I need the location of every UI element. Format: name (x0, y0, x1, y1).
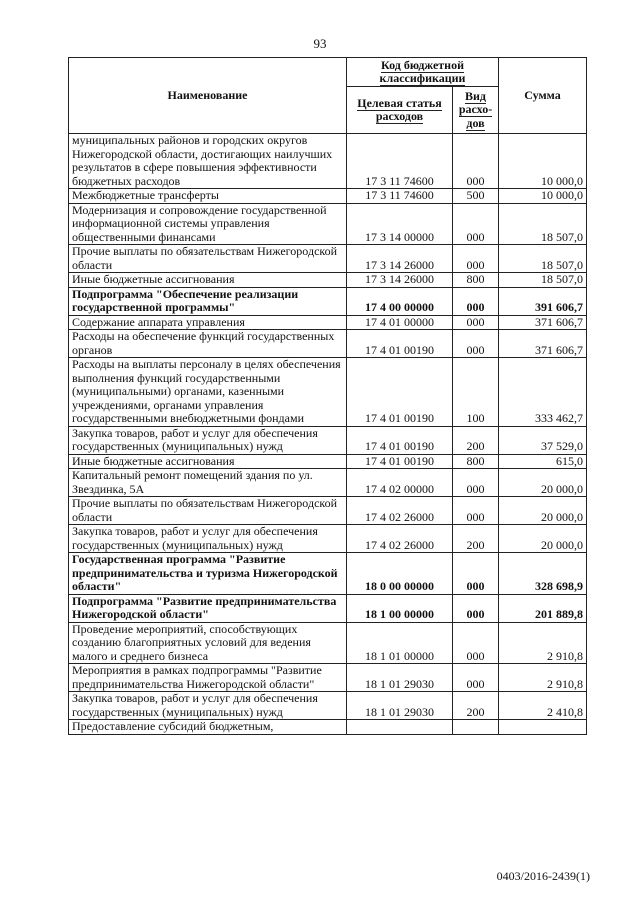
row-expense-type: 000 (453, 553, 499, 595)
row-name: Прочие выплаты по обязательствам Нижегородской области (69, 245, 347, 273)
row-target-article: 17 3 14 00000 (347, 203, 453, 245)
row-sum: 10 000,0 (499, 134, 587, 189)
row-expense-type: 000 (453, 664, 499, 692)
table-row (69, 287, 587, 315)
table-row (69, 315, 587, 330)
row-expense-type: 200 (453, 692, 499, 720)
row-target-article: 18 1 01 29030 (347, 692, 453, 720)
row-expense-type (453, 720, 499, 735)
row-sum (499, 720, 587, 735)
row-target-article: 17 3 14 26000 (347, 273, 453, 288)
row-sum: 371 606,7 (499, 315, 587, 330)
table-row (69, 664, 587, 692)
header-budget-code: Код бюджетной классификации (347, 58, 499, 87)
row-expense-type: 000 (453, 594, 499, 622)
row-target-article: 17 4 01 00190 (347, 454, 453, 469)
table-row (69, 692, 587, 720)
row-sum: 37 529,0 (499, 426, 587, 454)
row-sum: 18 507,0 (499, 273, 587, 288)
table-body (69, 134, 587, 735)
row-sum: 18 507,0 (499, 245, 587, 273)
row-expense-type: 000 (453, 287, 499, 315)
row-expense-type: 000 (453, 245, 499, 273)
row-expense-type: 100 (453, 358, 499, 427)
row-expense-type: 800 (453, 273, 499, 288)
row-sum: 20 000,0 (499, 469, 587, 497)
row-name: Расходы на выплаты персоналу в целях обеспечения выполнения функций государственными (муниципальными) органами, казенными учреждениями, органами управления государственными внебюджетными фондами (69, 358, 347, 427)
row-expense-type: 200 (453, 426, 499, 454)
row-sum: 201 889,8 (499, 594, 587, 622)
header-sum: Сумма (499, 58, 587, 134)
table-row (69, 553, 587, 595)
row-sum: 2 910,8 (499, 622, 587, 664)
table-row (69, 525, 587, 553)
row-name: Государственная программа "Развитие предпринимательства и туризма Нижегородской области" (69, 553, 347, 595)
row-expense-type: 000 (453, 203, 499, 245)
row-name: Модернизация и сопровождение государственной информационной системы управления общественными финансами (69, 203, 347, 245)
row-expense-type: 000 (453, 330, 499, 358)
row-sum: 615,0 (499, 454, 587, 469)
row-sum: 328 698,9 (499, 553, 587, 595)
budget-table (68, 57, 587, 735)
row-name: Закупка товаров, работ и услуг для обеспечения государственных (муниципальных) нужд (69, 426, 347, 454)
header-name: Наименование (69, 58, 347, 134)
page-number: 93 (313, 36, 327, 51)
row-expense-type: 000 (453, 469, 499, 497)
table-header (69, 58, 587, 134)
row-name: Иные бюджетные ассигнования (69, 454, 347, 469)
row-sum: 333 462,7 (499, 358, 587, 427)
row-target-article: 17 3 14 26000 (347, 245, 453, 273)
row-target-article: 18 1 01 00000 (347, 622, 453, 664)
row-sum: 371 606,7 (499, 330, 587, 358)
row-name: Прочие выплаты по обязательствам Нижегородской области (69, 497, 347, 525)
row-expense-type: 000 (453, 497, 499, 525)
row-name: Подпрограмма "Развитие предпринимательства Нижегородской области" (69, 594, 347, 622)
row-name: Иные бюджетные ассигнования (69, 273, 347, 288)
table-row (69, 720, 587, 735)
table-row (69, 594, 587, 622)
table-row (69, 469, 587, 497)
row-name: Содержание аппарата управления (69, 315, 347, 330)
row-target-article: 17 4 01 00190 (347, 330, 453, 358)
row-expense-type: 000 (453, 622, 499, 664)
table-row (69, 189, 587, 204)
table-row (69, 358, 587, 427)
row-target-article: 17 4 02 00000 (347, 469, 453, 497)
row-expense-type: 000 (453, 315, 499, 330)
row-target-article: 17 4 01 00000 (347, 315, 453, 330)
row-name: Проведение мероприятий, способствующих созданию благоприятных условий для ведения малого и среднего бизнеса (69, 622, 347, 664)
row-sum: 20 000,0 (499, 525, 587, 553)
table-row (69, 622, 587, 664)
table-row (69, 426, 587, 454)
row-name: Капитальный ремонт помещений здания по ул. Звездинка, 5А (69, 469, 347, 497)
row-sum: 10 000,0 (499, 189, 587, 204)
row-target-article: 17 3 11 74600 (347, 134, 453, 189)
row-name: Мероприятия в рамках подпрограммы "Развитие предпринимательства Нижегородской области" (69, 664, 347, 692)
row-name: Расходы на обеспечение функций государственных органов (69, 330, 347, 358)
row-name: муниципальных районов и городских округов Нижегородской области, достигающих наилучших результатов в сфере повышения эффективности бюджетных расходов (69, 134, 347, 189)
row-sum: 391 606,7 (499, 287, 587, 315)
row-target-article: 17 4 02 26000 (347, 525, 453, 553)
row-sum: 18 507,0 (499, 203, 587, 245)
row-target-article: 17 4 02 26000 (347, 497, 453, 525)
row-target-article: 17 3 11 74600 (347, 189, 453, 204)
document-code: 0403/2016-2439(1) (496, 869, 590, 883)
header-target-article: Целевая статья расходов (347, 87, 453, 134)
row-target-article: 18 1 00 00000 (347, 594, 453, 622)
row-name: Межбюджетные трансферты (69, 189, 347, 204)
header-expense-type: Вид расхо-дов (453, 87, 499, 134)
row-target-article: 17 4 01 00190 (347, 426, 453, 454)
table-row (69, 330, 587, 358)
row-expense-type: 200 (453, 525, 499, 553)
row-name: Закупка товаров, работ и услуг для обеспечения государственных (муниципальных) нужд (69, 692, 347, 720)
row-name: Закупка товаров, работ и услуг для обеспечения государственных (муниципальных) нужд (69, 525, 347, 553)
row-target-article (347, 720, 453, 735)
row-sum: 2 910,8 (499, 664, 587, 692)
table-row (69, 497, 587, 525)
table-row (69, 273, 587, 288)
row-target-article: 18 1 01 29030 (347, 664, 453, 692)
row-target-article: 18 0 00 00000 (347, 553, 453, 595)
row-expense-type: 000 (453, 134, 499, 189)
table-row (69, 134, 587, 189)
row-target-article: 17 4 01 00190 (347, 358, 453, 427)
table-row (69, 203, 587, 245)
row-sum: 2 410,8 (499, 692, 587, 720)
table-row (69, 454, 587, 469)
row-expense-type: 500 (453, 189, 499, 204)
row-sum: 20 000,0 (499, 497, 587, 525)
table-row (69, 245, 587, 273)
row-target-article: 17 4 00 00000 (347, 287, 453, 315)
row-expense-type: 800 (453, 454, 499, 469)
row-name: Предоставление субсидий бюджетным, (69, 720, 347, 735)
row-name: Подпрограмма "Обеспечение реализации государственной программы" (69, 287, 347, 315)
